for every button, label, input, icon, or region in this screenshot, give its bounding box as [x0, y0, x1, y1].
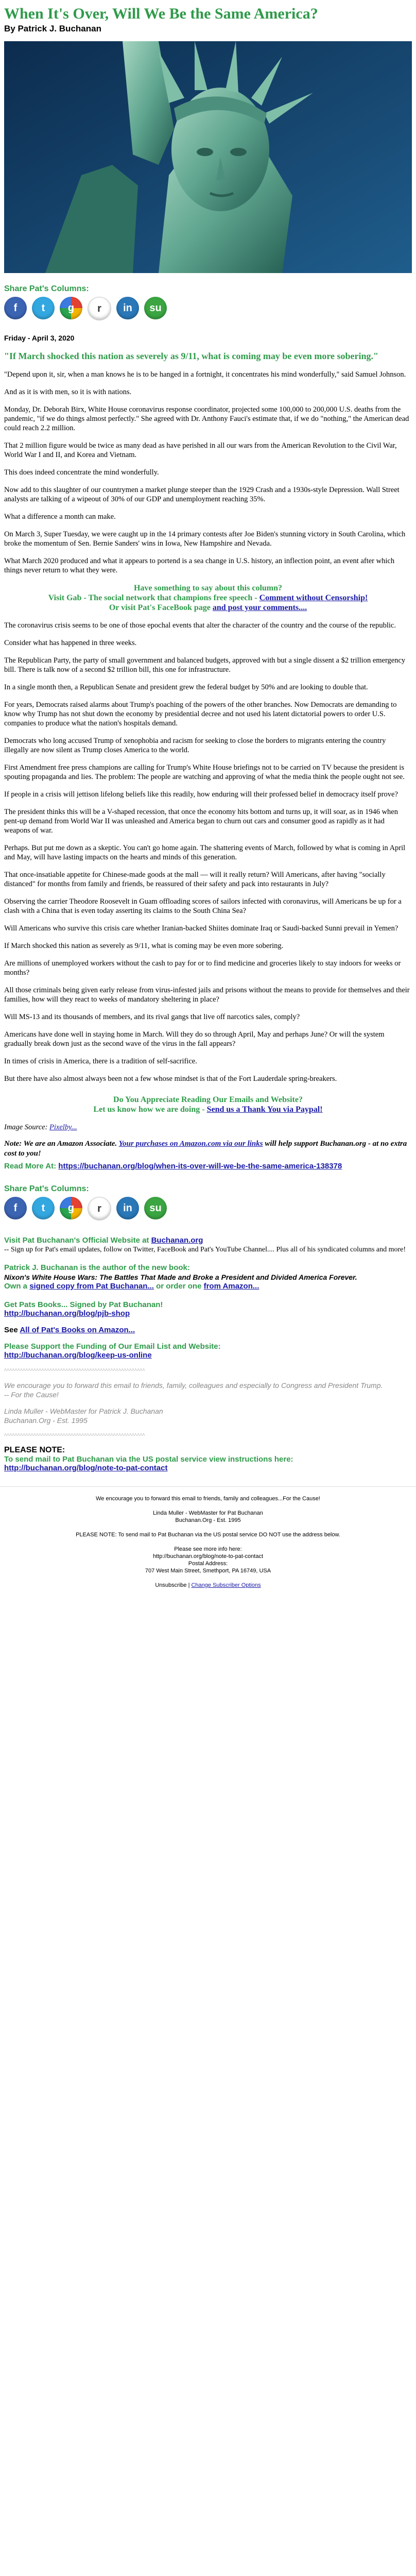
comment-cta-heading: Have something to say about this column? — [133, 584, 283, 592]
paragraph: In times of crisis in America, there is a tradition of self-sacrifice. — [4, 1057, 197, 1065]
separator: ^^^^^^^^^^^^^^^^^^^^^^^^^^^^^^^^^^^^^^^^^^^^^^^^^^^^^ — [4, 1367, 145, 1374]
paragraph: This does indeed concentrate the mind wonderfully. — [4, 468, 159, 477]
paragraph: What March 2020 produced and what it appears to portend is a sea change in U.S. history, an inflection point, an event after which things never return to what they were. — [4, 557, 395, 574]
email-footer — [4, 1495, 412, 1589]
paragraph: Perhaps. But put me down as a skeptic. You can't go home again. The shattering events of March, followed by what is coming in April and May, will have lasting impacts on the hearts and minds of this generation. — [4, 844, 406, 861]
footer-address: 707 West Main Street, Smethport, PA 16749, USA — [145, 1568, 271, 1574]
for-the-cause: -- For the Cause! — [4, 1391, 59, 1399]
article-body-part2 — [4, 621, 412, 1083]
paragraph: The president thinks this will be a V-shaped recession, that once the economy hits bottom and turns up, it will soar, as in 1946 when pent-up demand from World War II was unleashed and America began to churn out cars and consumer good as rapidly as it had weapons of war. — [4, 808, 398, 835]
paragraph: Americans have done well in staying home in March. Will they do so through April, May and perhaps June? Or will the system gradually break down just as the second wave of the virus in the fall appears? — [4, 1030, 385, 1048]
paragraph: If March shocked this nation as severely as 9/11, what is coming may be even more sobering. — [4, 942, 284, 950]
image-source — [4, 1123, 412, 1132]
contact-link[interactable]: http://buchanan.org/blog/note-to-pat-contact — [4, 1464, 168, 1472]
forward-line: We encourage you to forward this email to friends, family, colleagues and especially to Congress and President Trump. — [4, 1381, 383, 1389]
paragraph: And as it is with men, so it is with nations. — [4, 388, 132, 396]
article-lead-quote: "If March shocked this nation as severely as 9/11, what is coming may be even more sobering." — [4, 351, 378, 361]
linkedin-icon[interactable]: in — [116, 297, 139, 319]
amazon-note-post: will help support Buchanan.org - at no extra cost to you! — [4, 1140, 407, 1158]
all-books-link[interactable]: All of Pat's Books on Amazon... — [20, 1326, 135, 1334]
please-note-body: To send mail to Pat Buchanan via the US postal service view instructions here: — [4, 1455, 293, 1464]
amazon-link[interactable]: Your purchases on Amazon.com via our links — [118, 1140, 263, 1148]
paragraph: If people in a crisis will jettison lifelong beliefs like this readily, how enduring will their professed belief in democracy itself prove? — [4, 790, 398, 799]
get-books — [4, 1300, 412, 1318]
footer-addr-label: Postal Address: — [188, 1561, 228, 1567]
webmaster — [4, 1406, 412, 1425]
share-icons — [4, 297, 412, 320]
twitter-icon[interactable]: t — [32, 1197, 55, 1219]
paragraph: The coronavirus crisis seems to be one of those epochal events that alter the character of the country and the course of the republic. — [4, 621, 396, 630]
paragraph: Are millions of unemployed workers without the cash to pay for or to find medicine and groceries likely to stay indoors for weeks or months? — [4, 959, 401, 977]
article-byline: By Patrick J. Buchanan — [4, 24, 101, 33]
footer-wm2: Buchanan.Org - Est. 1995 — [175, 1517, 241, 1523]
share-heading: Share Pat's Columns: — [4, 284, 89, 293]
twitter-icon[interactable]: t — [32, 297, 55, 319]
paragraph: That 2 million figure would be twice as many dead as have perished in all our wars from the American Revolution to the Civil War, World War I and II, and Korea and Vietnam. — [4, 442, 397, 459]
support-funding — [4, 1342, 412, 1360]
paragraph: In a single month then, a Republican Senate and president grew the federal budget by 50% and are looking to double that. — [4, 683, 368, 691]
email-body — [0, 5, 416, 1589]
book-promo — [4, 1263, 412, 1291]
reddit-icon[interactable]: r — [88, 297, 111, 320]
image-source-link[interactable]: Pixelby... — [49, 1123, 77, 1131]
footer-wm1: Linda Muller - WebMaster for Pat Buchanan — [153, 1510, 263, 1516]
paragraph: For years, Democrats raised alarms about Trump's poaching of the powers of the other branches. Now Democrats are demanding to know why Trump has not shut down the economy by presidential decree and not used his latent dictatorial powers to order U.S. companies to produce what the nation's hospitals demand. — [4, 701, 397, 727]
own-pre: Own a — [4, 1282, 30, 1291]
paragraph: Observing the carrier Theodore Roosevelt in Guam offloading scores of sailors infected with coronavirus, will Americans be up for a clash with a China that is even today asserting its claims to the South China Sea? — [4, 897, 402, 915]
appreciate-cta — [4, 1095, 412, 1114]
footer-encourage: We encourage you to forward this email to friends, family and colleagues...For the Cause! — [96, 1496, 320, 1502]
share-icons-bottom — [4, 1197, 412, 1221]
support-heading: Please Support the Funding of Our Email List and Website: — [4, 1342, 221, 1351]
google-icon[interactable]: g — [60, 1197, 82, 1219]
facebook-text: Or visit Pat's FaceBook page — [109, 603, 213, 612]
facebook-icon[interactable]: f — [4, 1197, 27, 1219]
appreciate-heading: Do You Appreciate Reading Our Emails and Website? — [113, 1095, 303, 1104]
read-more — [4, 1162, 412, 1171]
paragraph: "Depend upon it, sir, when a man knows he is to be hanged in a fortnight, it concentrates his mind wonderfully," said Samuel Johnson. — [4, 370, 406, 379]
pjb-shop-link[interactable]: http://buchanan.org/blog/pjb-shop — [4, 1309, 130, 1318]
webmaster-org: Buchanan.Org - Est. 1995 — [4, 1416, 88, 1425]
book-title: Nixon's White House Wars: The Battles That Made and Broke a President and Divided America Forever. — [4, 1273, 357, 1281]
paragraph: All those criminals being given early release from virus-infested jails and prisons without the means to provide for themselves and their families, how will they react to weeks of mandatory sheltering in place? — [4, 986, 410, 1004]
reddit-icon[interactable]: r — [88, 1197, 111, 1221]
article-date: Friday - April 3, 2020 — [4, 334, 75, 342]
please-note — [4, 1446, 412, 1473]
keep-us-online-link[interactable]: http://buchanan.org/blog/keep-us-online — [4, 1351, 152, 1360]
facebook-comment-link[interactable]: and post your comments.... — [212, 603, 307, 612]
paragraph: Democrats who long accused Trump of xenophobia and racism for seeking to close the borders to migrants entering the country illegally are now silent as Trump closes America to the world. — [4, 737, 386, 754]
subscriber-options-link[interactable]: Change Subscriber Options — [191, 1582, 261, 1588]
paypal-link[interactable]: Send us a Thank You via Paypal! — [206, 1105, 323, 1114]
paragraph: Will MS-13 and its thousands of members, and its rival gangs that live off narcotics sales, comply? — [4, 1013, 300, 1021]
paragraph: First Amendment free press champions are calling for Trump's White House briefings not to be carried on TV because the president is spouting propaganda and lies. The problem: The people are watching and approving of what the media think the people ought not see. — [4, 764, 405, 781]
webmaster-name: Linda Muller - WebMaster for Patrick J. Buchanan — [4, 1407, 163, 1415]
official-site-label: Visit Pat Buchanan's Official Website at — [4, 1236, 151, 1245]
article-title: When It's Over, Will We Be the Same America? — [4, 5, 318, 22]
book-heading: Patrick J. Buchanan is the author of the new book: — [4, 1263, 190, 1272]
paragraph: What a difference a month can make. — [4, 513, 116, 521]
signed-copy-link[interactable]: signed copy from Pat Buchanan... — [29, 1282, 154, 1291]
linkedin-icon[interactable]: in — [116, 1197, 139, 1219]
official-site-link[interactable]: Buchanan.org — [151, 1236, 203, 1245]
unsubscribe-link[interactable]: Unsubscribe | — [155, 1582, 192, 1588]
article-body-part1 — [4, 370, 412, 575]
own-mid: or order one — [153, 1282, 204, 1291]
footer-postal-note: PLEASE NOTE: To send mail to Pat Buchanan via the US postal service DO NOT use the address below. — [76, 1532, 340, 1538]
footer-see1: Please see more info here: — [174, 1546, 242, 1552]
read-more-link[interactable]: https://buchanan.org/blog/when-its-over-will-we-be-the-same-america-138378 — [58, 1162, 342, 1171]
paragraph: Now add to this slaughter of our countrymen a market plunge steeper than the 1929 Crash and a 1930s-style Depression. Wall Street analysts are talking of a wipeout of 30% of our GDP and unemployment reaching 35%. — [4, 486, 400, 503]
hero-image — [4, 41, 412, 273]
footer-see2: http://buchanan.org/blog/note-to-pat-contact — [152, 1553, 264, 1560]
see-all-books — [4, 1326, 412, 1335]
amazon-note — [4, 1139, 412, 1159]
share-heading-bottom: Share Pat's Columns: — [4, 1184, 89, 1193]
read-more-label: Read More At: — [4, 1162, 59, 1171]
appreciate-text: Let us know how we are doing - — [93, 1105, 207, 1114]
amazon-order-link[interactable]: from Amazon... — [203, 1282, 259, 1291]
please-note-heading: PLEASE NOTE: — [4, 1446, 65, 1454]
amazon-note-pre: Note: We are an Amazon Associate. — [4, 1140, 119, 1148]
stumbleupon-icon[interactable]: su — [144, 297, 167, 319]
stumbleupon-icon[interactable]: su — [144, 1197, 167, 1219]
paragraph: Consider what has happened in three weeks. — [4, 639, 137, 647]
signup-text: -- Sign up for Pat's email updates, follow on Twitter, FaceBook and Pat's YouTube Channel.... Plus all of his syndicated columns and more! — [4, 1246, 406, 1253]
see-all-pre: See — [4, 1326, 20, 1334]
image-source-label: Image Source: — [4, 1123, 50, 1131]
google-icon[interactable]: g — [60, 297, 82, 319]
paragraph: That once-insatiable appetite for Chinese-made goods at the mall — will it really return? Will Americans, after having "socially distanced" for months from family and friends, be reassured of their safety and pack into restaurants in July? — [4, 871, 386, 888]
paragraph: But there have also almost always been not a few whose mindset is that of the Fort Lauderdale spring-breakers. — [4, 1075, 337, 1083]
gab-comment-link[interactable]: Comment without Censorship! — [259, 594, 368, 602]
separator: ^^^^^^^^^^^^^^^^^^^^^^^^^^^^^^^^^^^^^^^^^^^^^^^^^^^^^ — [4, 1432, 145, 1438]
statue-of-liberty-image — [4, 41, 412, 273]
paragraph: Will Americans who survive this crisis care whether Iranian-backed Shiites dominate Iraq or Saudi-backed Sunni prevail in Yemen? — [4, 924, 398, 933]
facebook-icon[interactable]: f — [4, 297, 27, 319]
get-books-heading: Get Pats Books... Signed by Pat Buchanan! — [4, 1300, 163, 1309]
comment-cta — [4, 583, 412, 613]
paragraph: The Republican Party, the party of small government and balanced budgets, approved with but a single dissent a $2 trillion emergency bill. There is talk now of a second $2 trillion bill, this one for infrastructure. — [4, 656, 406, 674]
forward-note — [4, 1381, 412, 1399]
official-site — [4, 1236, 412, 1254]
paragraph: On March 3, Super Tuesday, we were caught up in the 14 primary contests after Joe Biden's stunning victory in South Carolina, which broke the momentum of Sen. Bernie Sanders' wins in Iowa, New Hampshire and Nevada. — [4, 530, 406, 548]
gab-text: Visit Gab - The social network that champions free speech - — [48, 594, 259, 602]
footer-divider — [0, 1486, 416, 1487]
paragraph: Monday, Dr. Deborah Birx, White House coronavirus response coordinator, projected some 100,000 to 200,000 U.S. deaths from the pandemic, "if we do things almost perfectly." She agreed with Dr. Anthony Fauci's estimate that, if we do "nothing," the American dead could reach 2.2 million. — [4, 405, 409, 432]
